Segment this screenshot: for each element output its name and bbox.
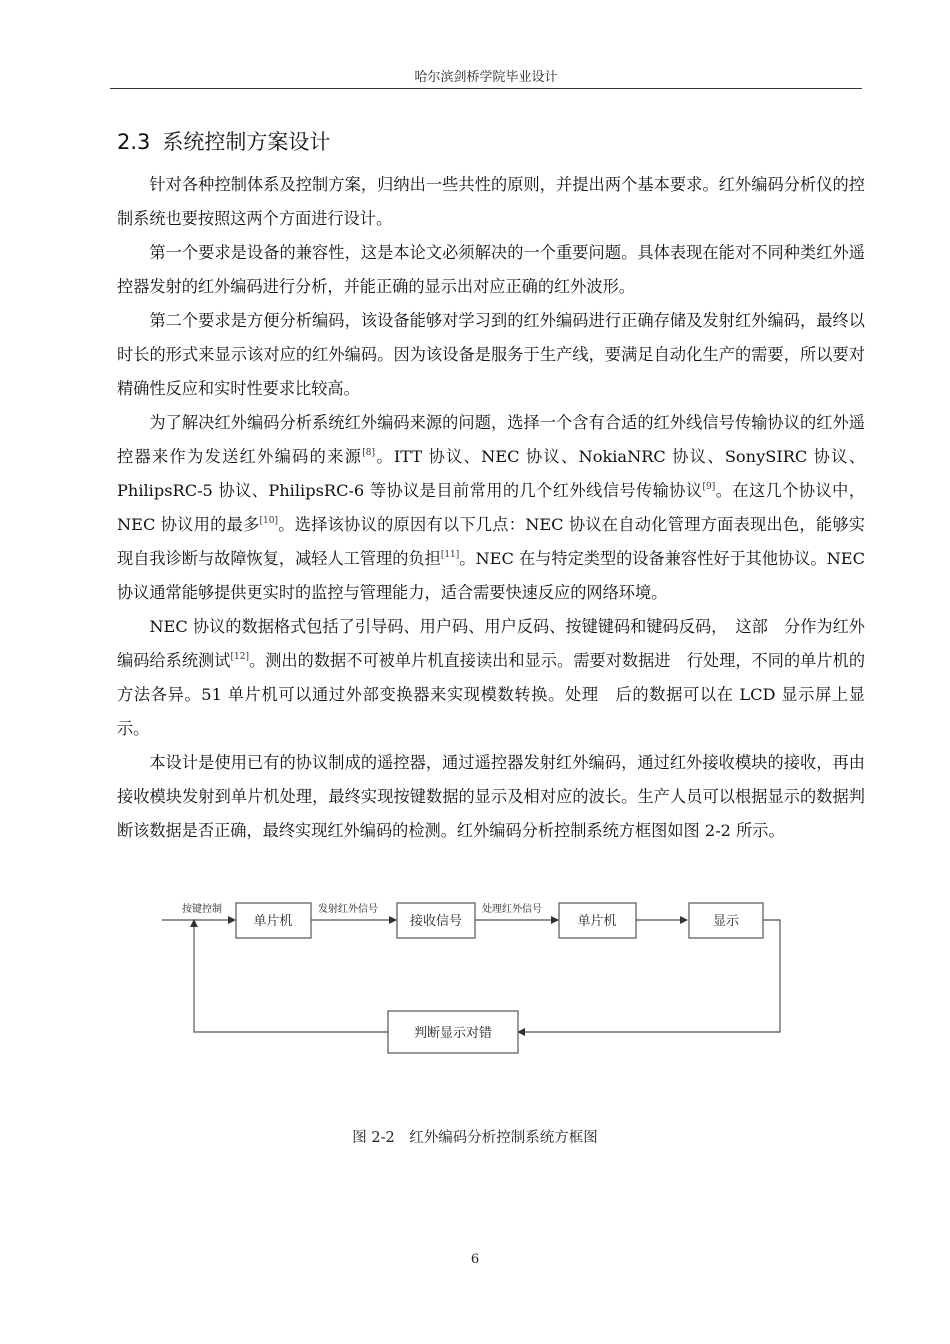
paragraph-5 bbox=[117, 610, 865, 746]
arrow2-label: 处理红外信号 bbox=[482, 904, 542, 915]
section-title: 系统控制方案设计 bbox=[162, 130, 331, 154]
box-display-label: 显示 bbox=[712, 914, 740, 929]
section-heading bbox=[117, 126, 330, 156]
body-text bbox=[117, 168, 865, 848]
paragraph-4 bbox=[117, 406, 865, 610]
citation-11: [11] bbox=[440, 550, 460, 560]
citation-8: [8] bbox=[362, 448, 375, 458]
paragraph-5-text-b: 。测出的数据不可被单片机直接读出和显示。需要对数据进 行处理，不同的单片机的方法各异。51 单片机可以通过外部变换器来实现模数转换。处理 后的数据可以在 LCD 显示屏上显示。 bbox=[117, 651, 866, 738]
paragraph-4-text-a: 为了解决红外编码分析系统红外编码来源的问题，选择一个含有合适的红外线信号传输协议的红外遥控器来作为发送红外编码的来源 bbox=[117, 413, 865, 466]
citation-9: [9] bbox=[702, 482, 716, 492]
citation-12: [12] bbox=[230, 652, 249, 662]
box-judge-label: 判断显示对错 bbox=[413, 1026, 493, 1041]
box-mcu-1-label: 单片机 bbox=[253, 914, 293, 929]
arrow1-label: 发射红外信号 bbox=[318, 904, 378, 915]
section-number: 2.3 bbox=[117, 130, 151, 154]
box-mcu-2-label: 单片机 bbox=[577, 914, 617, 929]
paragraph-5-text-a: NEC 协议的数据格式包括了引导码、用户码、用户反码、按键键码和键码反码， 这部 分作为红外编码给系统测试 bbox=[117, 617, 865, 670]
box-receive-signal-label: 接收信号 bbox=[409, 914, 463, 929]
paragraph-4-text-d: 。选择该协议的原因有以下几点：NEC 协议在自动化管理方面表现出色，能够实现自我诊断与故障恢复，减轻人工管理的负担 bbox=[117, 515, 865, 568]
figure-caption: 图 2-2 红外编码分析控制系统方框图 bbox=[352, 1130, 598, 1146]
paragraph-4-text-c: 。在这几个协议中，NEC 协议用的最多 bbox=[117, 481, 866, 534]
page-header: 哈尔滨剑桥学院毕业设计 bbox=[414, 70, 558, 85]
input-label: 按键控制 bbox=[182, 904, 222, 915]
paragraph-2: 第一个要求是设备的兼容性，这是本论文必须解决的一个重要问题。具体表现在能对不同种类红外遥控器发射的红外编码进行分析，并能正确的显示出对应正确的红外波形。 bbox=[117, 243, 865, 296]
paragraph-4-text-b: 。ITT 协议、NEC 协议、NokiaNRC 协议、SonySIRC 协议、PhilipsRC-5 协议、PhilipsRC-6 等协议是目前常用的几个红外线信号传输协议 bbox=[117, 447, 866, 500]
paragraph-6: 本设计是使用已有的协议制成的遥控器，通过遥控器发射红外编码，通过红外接收模块的接收，再由接收模块发射到单片机处理，最终实现按键数据的显示及相对应的波长。生产人员可以根据显示的数据判断该数据是否正确，最终实现红外编码的检测。红外编码分析控制系统方框图如图 2-2 所示。 bbox=[117, 753, 865, 840]
page-number: 6 bbox=[470, 1252, 480, 1267]
block-diagram bbox=[160, 898, 810, 1063]
citation-10: [10] bbox=[259, 516, 279, 526]
header-rule bbox=[110, 88, 862, 89]
paragraph-4-text-e: 。NEC 在与特定类型的设备兼容性好于其他协议。NEC 协议通常能够提供更实时的监控与管理能力，适合需要快速反应的网络环境。 bbox=[117, 549, 865, 602]
paragraph-3: 第二个要求是方便分析编码，该设备能够对学习到的红外编码进行正确存储及发射红外编码，最终以时长的形式来显示该对应的红外编码。因为该设备是服务于生产线，要满足自动化生产的需要，所以要对精确性反应和实时性要求比较高。 bbox=[117, 311, 865, 398]
paragraph-1: 针对各种控制体系及控制方案，归纳出一些共性的原则，并提出两个基本要求。红外编码分析仪的控制系统也要按照这两个方面进行设计。 bbox=[117, 175, 865, 228]
